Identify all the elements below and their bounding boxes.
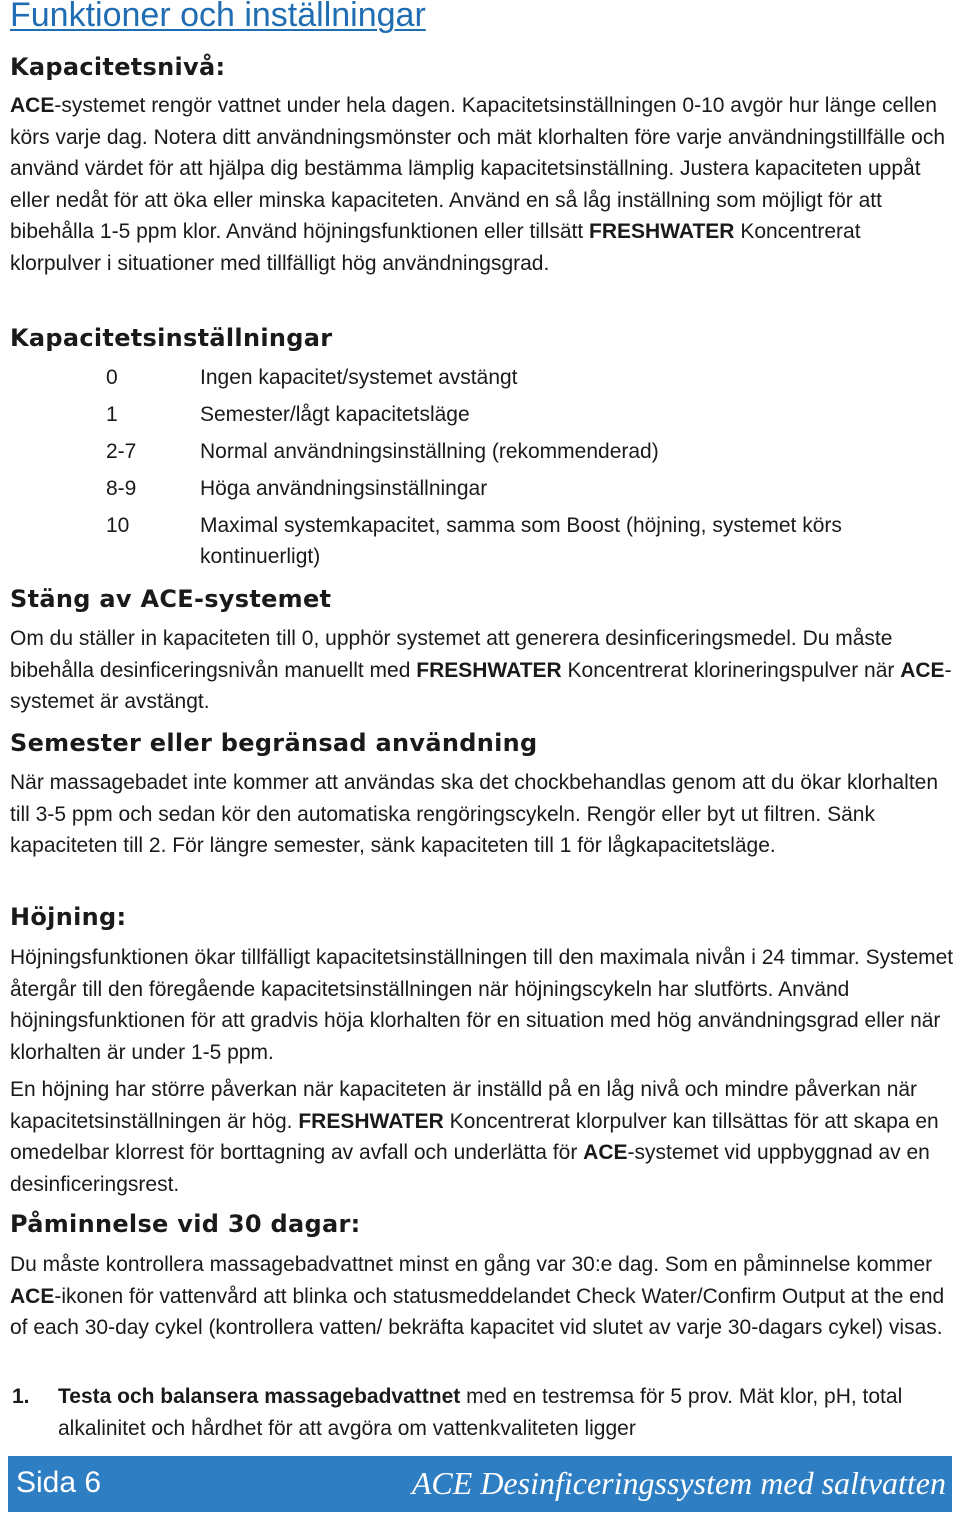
setting-description: Semester/lågt kapacitetsläge <box>200 403 470 426</box>
paragraph-capacity-level: ACE-systemet rengör vattnet under hela dagen. Kapacitetsinställningen 0-10 avgör hur länge cellen körs varje dag. Notera ditt användningsmönster och mät klorhalten före varje användningstillfälle och använd värdet för att hjälpa dig bestämma lämplig kapacitetsinställning. Justera kapaciteten uppåt eller nedåt för att öka eller minska kapaciteten. Använd en så låg inställning som möjligt för att bibehålla 1-5 ppm klor. Använd höjningsfunktionen eller tillsätt FRESHWATER Koncentrerat klorpulver i situationer med tillfälligt hög användningsgrad. <box>10 94 946 275</box>
paragraph-boost-2: En höjning har större påverkan när kapaciteten är inställd på en låg nivå och mindre påverkan när kapacitetsinställningen är hög. FRESHWATER Koncentrerat klorpulver kan tillsättas för att skapa en omedelbar klorrest för borttagning av avfall och underlätta för ACE-systemet vid uppbyggnad av en desinficeringsrest. <box>10 1078 939 1196</box>
paragraph-boost-1: Höjningsfunktionen ökar tillfälligt kapacitetsinställningen till den maximala nivån i 24 timmar. Systemet återgår till den föregående kapacitetsinställningen när höjningscykeln har slutförts. Använd höjningsfunktionen för att gradvis höja klorhalten för en situation med hög användningsgrad eller när klorhalten är under 1-5 ppm. <box>10 946 954 1064</box>
setting-number: 10 <box>106 514 130 537</box>
paragraph-turn-off-ace: Om du ställer in kapaciteten till 0, upphör systemet att generera desinficeringsmedel. Du måste bibehålla desinficeringsnivån manuellt med FRESHWATER Koncentrerat klorineringspulver när ACE-systemet är avstängt. <box>10 627 952 714</box>
heading-capacity-level: Kapacitetsnivå: <box>10 53 226 81</box>
setting-number: 8-9 <box>106 477 137 500</box>
setting-description: Höga användningsinställningar <box>200 477 488 500</box>
list-item: Testa och balansera massagebadvattnet med en testremsa för 5 prov. Mät klor, pH, total alkalinitet och hårdhet för att avgöra om vattenkvaliteten ligger <box>58 1385 903 1440</box>
paragraph-30-day-reminder: Du måste kontrollera massagebadvattnet minst en gång var 30:e dag. Som en påminnelse kommer ACE-ikonen för vattenvård att blinka och statusmeddelandet Check Water/Confirm Output at the end of each 30-day cykel (kontrollera vatten/ bekräfta kapacitet vid slutet av varje 30-dagars cykel) visas. <box>10 1253 945 1340</box>
footer-title: ACE Desinficeringssystem med saltvatten <box>411 1465 946 1501</box>
heading-30-day-reminder: Påminnelse vid 30 dagar: <box>10 1210 361 1238</box>
setting-number: 0 <box>106 366 118 389</box>
page-title: Funktioner och inställningar <box>10 0 426 34</box>
footer-bar <box>8 1456 952 1512</box>
paragraph-vacation: När massagebadet inte kommer att användas ska det chockbehandlas genom att du ökar klorhalten till 3-5 ppm och sedan kör den automatiska rengöringscykeln. Rengör eller byt ut filtren. Sänk kapaciteten till 2. För längre semester, sänk kapaciteten till 1 för lågkapacitetsläge. <box>10 771 939 858</box>
heading-capacity-settings: Kapacitetsinställningar <box>10 324 333 352</box>
setting-number: 1 <box>106 403 118 426</box>
list-item-number: 1. <box>12 1385 30 1408</box>
setting-description: Maximal systemkapacitet, samma som Boost (höjning, systemet körs kontinuerligt) <box>200 514 842 568</box>
heading-turn-off-ace: Stäng av ACE-systemet <box>10 585 332 613</box>
heading-vacation: Semester eller begränsad användning <box>10 729 538 757</box>
setting-number: 2-7 <box>106 440 137 463</box>
heading-boost: Höjning: <box>10 903 127 931</box>
setting-description: Ingen kapacitet/systemet avstängt <box>200 366 518 389</box>
page-number: Sida 6 <box>16 1466 102 1499</box>
setting-description: Normal användningsinställning (rekommenderad) <box>200 440 659 463</box>
